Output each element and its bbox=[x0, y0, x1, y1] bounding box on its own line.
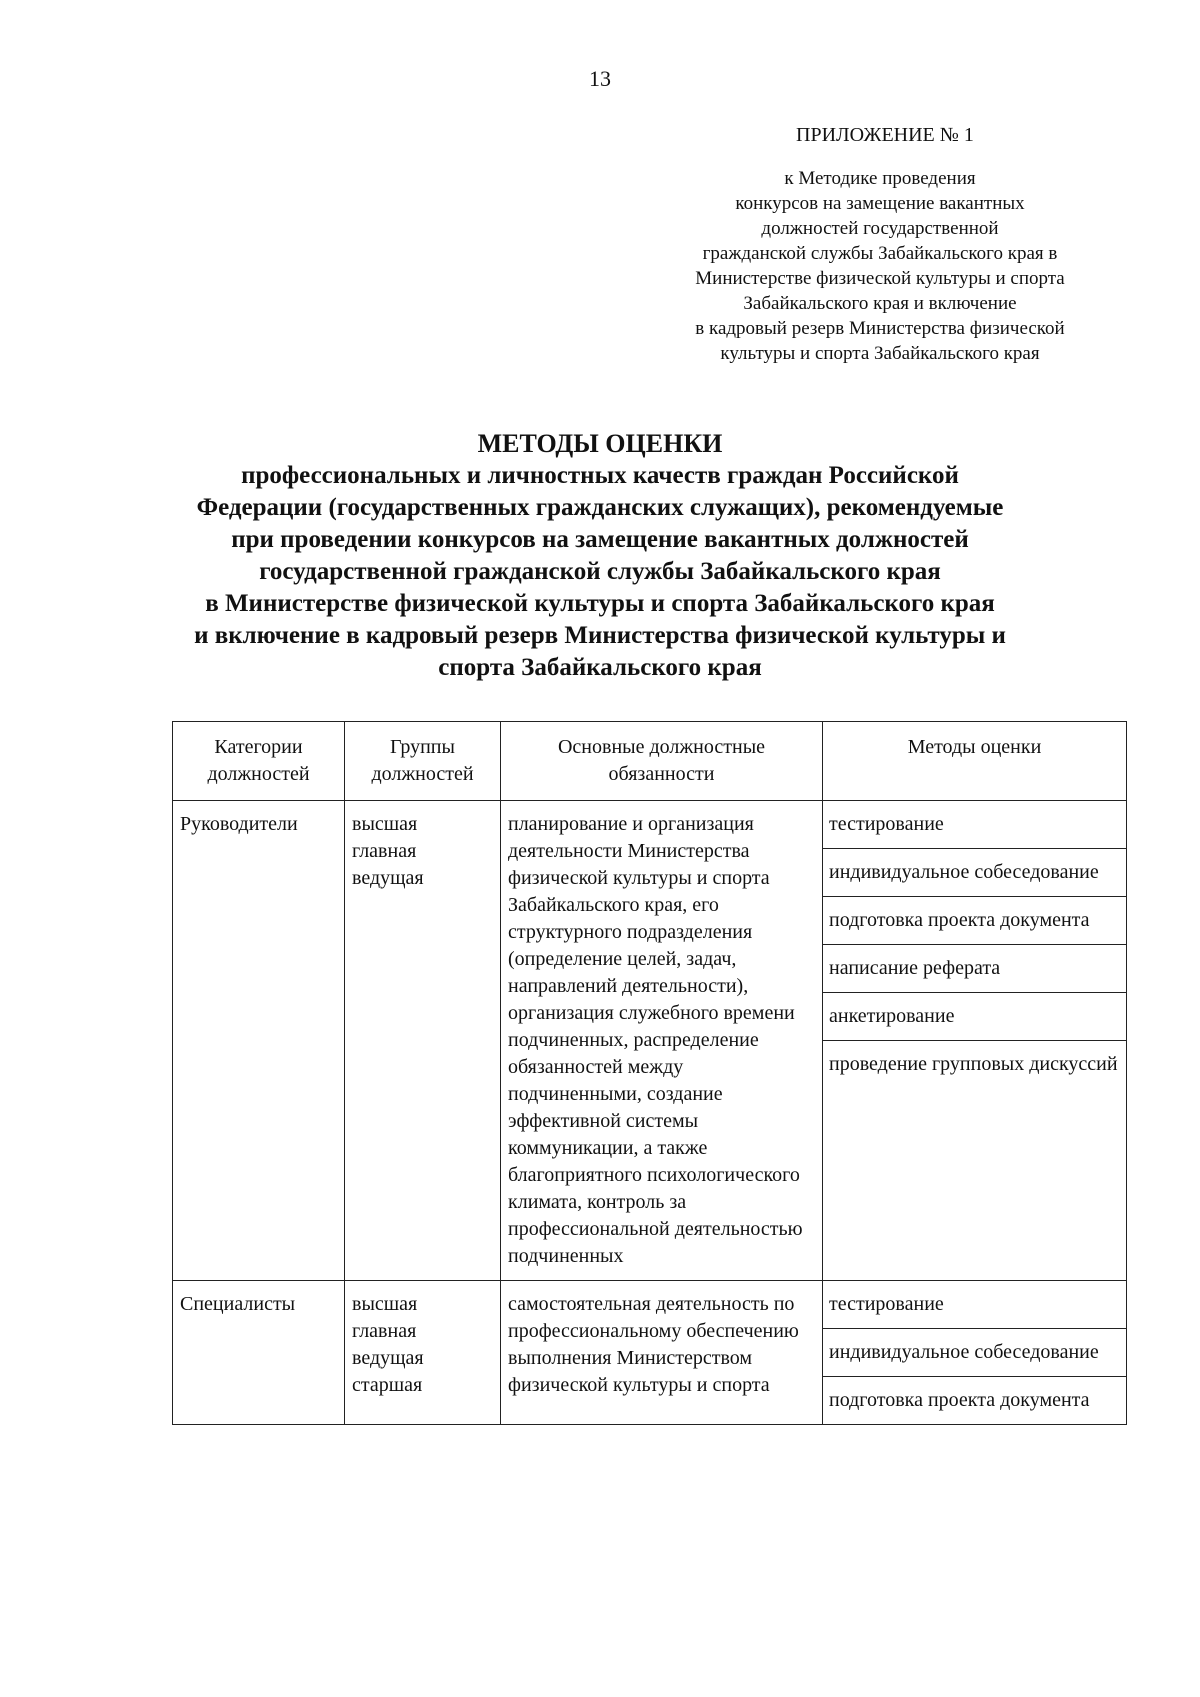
appendix-line: гражданской службы Забайкальского края в bbox=[702, 243, 1058, 264]
group-item: высшая bbox=[352, 1293, 418, 1315]
methods-cell bbox=[823, 801, 1127, 1281]
table-row bbox=[173, 1281, 1127, 1425]
methods-cell bbox=[823, 1281, 1127, 1425]
group-item: главная bbox=[352, 1320, 417, 1342]
groups-cell bbox=[345, 801, 501, 1281]
category-cell: Специалисты bbox=[173, 1281, 345, 1425]
appendix-text bbox=[640, 166, 1120, 366]
document-title-line: и включение в кадровый резерв Министерства физической культуры и bbox=[194, 622, 1006, 649]
assessment-methods-table bbox=[172, 721, 1127, 1425]
appendix-line: Министерстве физической культуры и спорта bbox=[695, 268, 1065, 289]
groups-cell bbox=[345, 1281, 501, 1425]
appendix-line: в кадровый резерв Министерства физической bbox=[695, 318, 1065, 339]
method-item: тестирование bbox=[823, 801, 1126, 849]
appendix-line: конкурсов на замещение вакантных bbox=[735, 193, 1025, 214]
method-item: написание реферата bbox=[823, 945, 1126, 993]
category-cell: Руководители bbox=[173, 801, 345, 1281]
method-item: подготовка проекта документа bbox=[829, 1389, 1090, 1411]
appendix-title: ПРИЛОЖЕНИЕ № 1 bbox=[796, 124, 974, 146]
document-title bbox=[0, 428, 1200, 684]
group-item: старшая bbox=[352, 1374, 423, 1396]
method-item: подготовка проекта документа bbox=[823, 897, 1126, 945]
group-item: высшая bbox=[352, 813, 418, 835]
document-title-line: профессиональных и личностных качеств граждан Российской bbox=[241, 462, 959, 489]
group-item: ведущая bbox=[352, 1347, 424, 1369]
table-row bbox=[173, 801, 1127, 1281]
document-title-line: Федерации (государственных гражданских служащих), рекомендуемые bbox=[196, 494, 1004, 521]
document-title-line: спорта Забайкальского края bbox=[438, 654, 762, 681]
column-header-groups: Группы должностей bbox=[345, 722, 501, 801]
method-item: тестирование bbox=[823, 1281, 1126, 1329]
duties-cell: самостоятельная деятельность по профессиональному обеспечению выполнения Министерством физической культуры и спорта bbox=[501, 1281, 823, 1425]
document-title-line: при проведении конкурсов на замещение вакантных должностей bbox=[231, 526, 969, 553]
appendix-line: культуры и спорта Забайкальского края bbox=[720, 343, 1040, 364]
method-item: индивидуальное собеседование bbox=[823, 849, 1126, 897]
duties-cell: планирование и организация деятельности Министерства физической культуры и спорта Забайкальского края, его структурного подразделения (определение целей, задач, направлений деятельности), организация служебного времени подчиненных, распределение обязанностей между подчиненными, создание эффективной системы коммуникации, а также благоприятного психологического климата, контроль за профессиональной деятельностью подчиненных bbox=[501, 801, 823, 1281]
appendix-line: к Методике проведения bbox=[784, 168, 976, 189]
page-number: 13 bbox=[589, 66, 611, 91]
table-header-row bbox=[173, 722, 1127, 801]
method-item: проведение групповых дискуссий bbox=[829, 1053, 1118, 1075]
method-list bbox=[823, 1281, 1126, 1424]
appendix-line: Забайкальского края и включение bbox=[743, 293, 1017, 314]
document-title-line: государственной гражданской службы Забайкальского края bbox=[259, 558, 941, 585]
method-item: анкетирование bbox=[823, 993, 1126, 1041]
column-header-methods: Методы оценки bbox=[823, 722, 1127, 801]
group-item: главная bbox=[352, 840, 417, 862]
document-title-main: МЕТОДЫ ОЦЕНКИ bbox=[477, 429, 723, 458]
method-list bbox=[823, 801, 1126, 1088]
group-item: ведущая bbox=[352, 867, 424, 889]
method-item: индивидуальное собеседование bbox=[823, 1329, 1126, 1377]
column-header-duties: Основные должностные обязанности bbox=[501, 722, 823, 801]
document-title-line: в Министерстве физической культуры и спорта Забайкальского края bbox=[205, 590, 995, 617]
column-header-categories: Категории должностей bbox=[173, 722, 345, 801]
appendix-line: должностей государственной bbox=[761, 218, 999, 239]
